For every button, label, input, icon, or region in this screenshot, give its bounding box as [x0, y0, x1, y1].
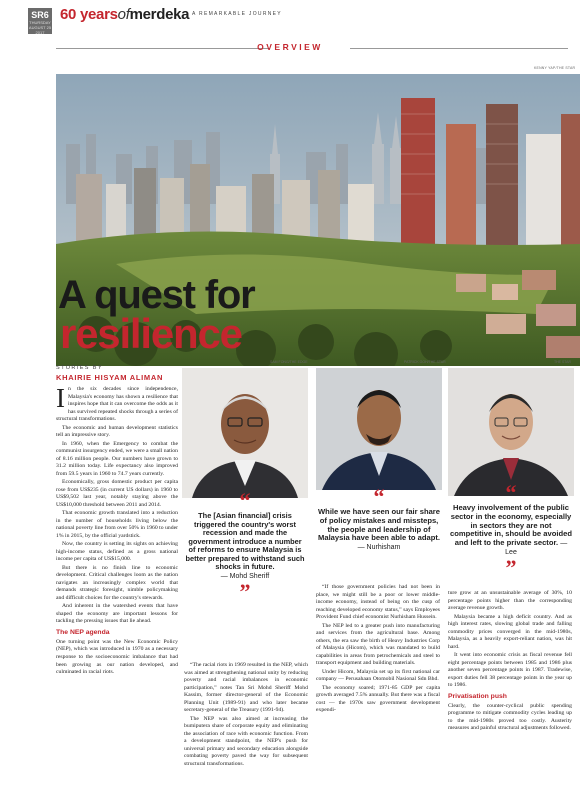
paragraph: It went into economic crisis as fiscal revenue fell eight percentage points between 1985 and 1986 plus another seven percentage points in 1987. Tradewise, export duties fell 38 percentage points in the year up to 1986. [448, 652, 572, 689]
paragraph: The economic and human development statistics tell an impressive story. [56, 424, 178, 439]
brand-of: of [117, 6, 130, 23]
headline-line2: resilience [60, 310, 242, 357]
brand-merdeka: merdeka [129, 6, 190, 23]
paragraph: That economic growth translated into a reduction in the number of households living below the national poverty line from over 50% in 1960 to under 1% in 2015, by the official yardstick. [56, 510, 178, 539]
paragraph: Now, the country is setting its sights on achieving high-income status, defined as a gross national income per capita of US$15,000. [56, 541, 178, 563]
article-column-3 [316, 584, 440, 716]
byline-label: STORIES BY [56, 365, 103, 371]
portrait-lee [448, 368, 574, 496]
paragraph: “If those government policies had not been in place, we might still be a poor or lower middle-income economy, instead of being on the cusp of reaching developed economy status,” says Employees Provident Fund chief economist Nurhisham Hussein. [316, 584, 440, 621]
quote-close-icon: ” [505, 555, 517, 581]
page-header [0, 0, 580, 38]
brand-years: 60 years [60, 6, 118, 23]
paragraph: Malaysia became a high deficit country. And as high interest rates, slowing global trade and falling commodity prices converged in the mid-1980s, Malaysia, as a heavily export-reliant nation, was hit hard. [448, 613, 572, 650]
page-number: SR6 [31, 10, 49, 20]
article-column-1 [56, 383, 178, 678]
paragraph: And inherent in the watershed events that have shaped the economy are important lessons for tackling the pressing issues that lie ahead. [56, 603, 178, 625]
portrait-credit-2: PATRICK GOH/THE STAR [404, 360, 446, 364]
paragraph: “The racial riots in 1969 resulted in the NEP, which was aimed at strengthening national unity by reducing poverty and racial imbalances in economic participation,” notes Tan Sri Mohd Sheriff Mohd Kassim, former director-general of the Economic Planning Unit (1989-91) and who later became secretary-general of the Treasury (1991-94). [184, 662, 308, 714]
drop-cap: I [56, 383, 65, 413]
paragraph: Clearly, the counter-cyclical public spending programme to mitigate commodity cycles leading up to the mid-1980s proved too costly. Austerity measures and painful structural adjustments followed. [448, 702, 572, 732]
hero-photo-credit: KENNY YAP/THE STAR [534, 66, 576, 70]
article-column-4 [448, 590, 572, 734]
paragraph: Under Hicom, Malaysia set up its first national car company — Perusahaan Otomobil Nasional Sdn Bhd. [316, 668, 440, 683]
portrait-credit-1: SAM FONG/THE EDGE [270, 360, 308, 364]
headline [58, 273, 255, 357]
paragraph: Economically, gross domestic product per capita rose from US$235 (in current US dollars) in 1960 to US$9,502 last year, notably staying above the US$10,000 threshold between 2011 and 2014. [56, 479, 178, 508]
paragraph: But there is no finish line to economic development. Critical challenges loom as the nation navigates an increasingly complex world that demands strategic foresight, nimble policymaking and difficult choices for the country's stewards. [56, 564, 178, 601]
paragraph: In 1960, when the Emergency to combat the communist insurgency ended, we were a small nation of 8.16 million people. Our numbers have grown to 31.2 million today. Life expectancy also improved from 59.5 years in 1960 to 74.7 years currently. [56, 440, 178, 477]
quote-1-attribution: — Mohd Sheriff [220, 573, 270, 581]
subhead-privatisation-push: Privatisation push [448, 692, 507, 700]
quote-close-icon: ” [239, 579, 251, 605]
pull-quote-3 [450, 482, 572, 579]
quote-2-attribution: — Nurhisham [357, 544, 401, 552]
portrait-credit-3: THE STAR [554, 360, 572, 364]
issue-date: THURSDAY AUGUST 25 2017 [28, 20, 52, 35]
paragraph: One turning point was the New Economic Policy (NEP), which was introduced in 1970 as a necessary response to the socioeconomic imbalance that had been growing as our nation developed, and culminated in racial riots. [56, 638, 178, 676]
subhead-nep-agenda: The NEP agenda [56, 628, 110, 636]
headline-line1: A quest for [58, 273, 255, 317]
section-brand [60, 6, 189, 23]
pull-quote-1 [184, 490, 306, 603]
paragraph: The economy soared; 1971-85 GDP per capita growth averaged 7.5% annually. But there was a fiscal cost — the 1970s saw government development expendi- [316, 684, 440, 714]
quote-open-icon: “ [239, 488, 251, 513]
quote-open-icon: “ [505, 480, 517, 505]
header-rule-right [350, 48, 568, 49]
quote-2-text: While we have seen our fair share of policy mistakes and missteps, the people and leadership of Malaysia have been able to adapt. [318, 507, 440, 543]
section-label: OVERVIEW [257, 42, 323, 52]
quote-3-text: Heavy involvement of the public sector in the economy, especially in sectors they are not competitive in, should be avoided and left to the private sector. [450, 503, 572, 548]
paragraph: The NEP was also aimed at increasing the bumiputera share of corporate equity and eliminating the association of race with economic function. From a development standpoint, the NEP's push for universal primary and secondary education alongside combating poverty paved the way for subsequent structural transformations. [184, 715, 308, 767]
article-column-2 [184, 662, 308, 769]
paragraph: The NEP led to a greater push into manufacturing and services from the agricultural base. Among others, the era saw the birth of Heavy Industries Corp of Malaysia (Hicom), which was mandated to build capabilities in areas from petrochemicals and steel to transport equipment and building materials. [316, 622, 440, 667]
quote-open-icon: “ [373, 484, 385, 509]
quote-1-text: The [Asian financial] crisis triggered the country's worst recession and made the government introduce a number of reforms to ensure Malaysia is better prepared to withstand such shocks in future. [185, 511, 305, 572]
byline-author: KHAIRIE HISYAM ALIMAN [56, 373, 164, 382]
paragraph: ture grow at an unsustainable average of 30%, 10 percentage points higher than the corresponding average revenue growth. [448, 590, 572, 612]
portrait-nurhisham [316, 368, 442, 490]
lead-paragraph: In the six decades since independence, Malaysia's economy has shown a resilience that inspires hope that it can overcome the odds as it has survived repeated shocks through a series of structural transformations. [56, 383, 178, 423]
pull-quote-2 [316, 486, 442, 552]
quote-3-attribution: — Lee [505, 540, 568, 557]
page-number-box [28, 8, 52, 34]
tagline: A REMARKABLE JOURNEY [192, 11, 282, 17]
